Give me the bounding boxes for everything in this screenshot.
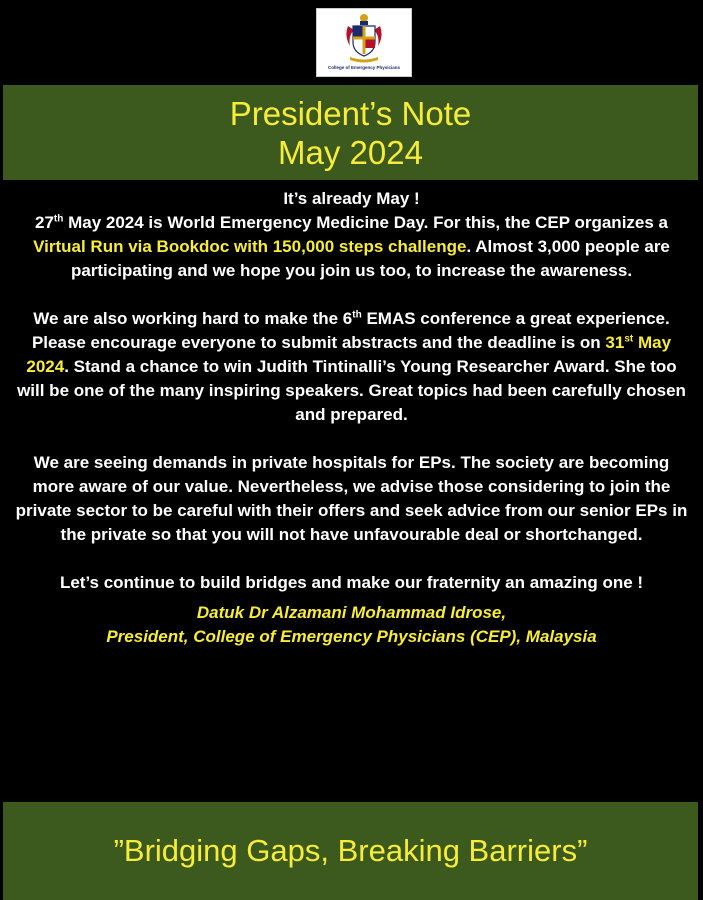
intro-text-end: . Almost 3,000 people are participating and we hope you join us too, to increase the awareness. [70, 237, 670, 280]
date-suffix: th [53, 213, 64, 225]
cep-logo [316, 8, 412, 77]
footer-banner [3, 802, 698, 900]
page-title: President’s Note [229, 94, 472, 132]
emas-text-mid: EMAS conference a great experience. Please encourage everyone to submit abstracts and the deadline is on [31, 309, 670, 352]
note-body [14, 187, 689, 649]
cep-crest-icon [344, 12, 384, 64]
emas-suffix: th [352, 309, 362, 321]
virtual-run-highlight: Virtual Run via Bookdoc with 150,000 steps challenge [33, 237, 467, 256]
paragraph-emas [14, 307, 689, 427]
intro-text: May 2024 is World Emergency Medicine Day. For this, the CEP organizes a [63, 213, 669, 232]
paragraph-intro [14, 187, 689, 283]
paragraph-closing: Let’s continue to build bridges and make our fraternity an amazing one ! [59, 573, 644, 592]
page-subtitle-date: May 2024 [278, 133, 423, 171]
paragraph-private: We are seeing demands in private hospitals for EPs. The society are becoming more aware of our value. Nevertheless, we advise those considering to join the private sector to be careful with their offers and seek advice from our senior EPs in the private so that you will not have unfavourable deal or shortchanged. [15, 453, 688, 544]
deadline-suffix: st [624, 333, 634, 345]
signature [14, 601, 689, 649]
logo-caption: College of Emergency Physicians [327, 65, 401, 70]
emas-text: We are also working hard to make the 6 [33, 309, 353, 328]
date-day: 27 [34, 213, 54, 232]
deadline-month: May 2024 [26, 333, 672, 376]
emas-text-end: . Stand a chance to win Judith Tintinalli’s Young Researcher Award. She too will be one of the many inspiring speakers. Great topics had been carefully chosen and prepared. [17, 357, 686, 424]
deadline-day: 31 [605, 333, 625, 352]
signature-name: Datuk Dr Alzamani Mohammad Idrose, [196, 603, 507, 622]
tagline: ”Bridging Gaps, Breaking Barriers” [113, 833, 588, 868]
intro-line: It’s already May ! [283, 189, 420, 208]
signature-role: President, College of Emergency Physicians (CEP), Malaysia [106, 627, 597, 646]
title-banner [3, 85, 698, 180]
